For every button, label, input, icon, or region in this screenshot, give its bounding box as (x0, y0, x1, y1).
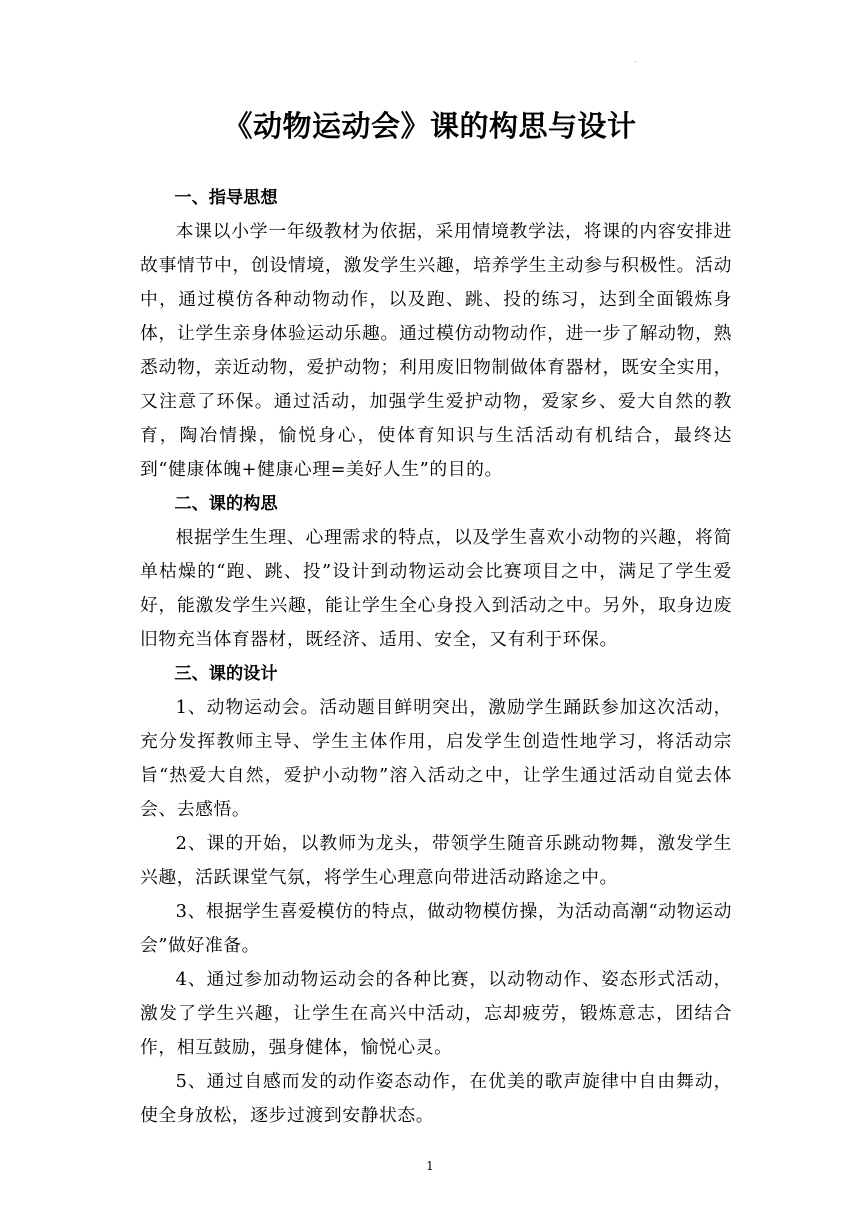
section-heading-lesson-design: 三、课的设计 (174, 664, 278, 684)
paragraph-lesson-concept: 根据学生生理、心理需求的特点，以及学生喜欢小动物的兴趣，将简单枯燥的“跑、跳、投”设计到动物运动会比赛项目之中，满足了学生爱好，能激发学生兴趣，能让学生全心身投入到活动之中。另外，取身边废旧物充当体育器材，既经济、适用、安全，又有利于环保。 (140, 527, 732, 650)
paragraph-design-item-5: 5、通过自感而发的动作姿态动作，在优美的歌声旋律中自由舞动，使全身放松，逐步过渡到安静状态。 (140, 1071, 732, 1126)
paragraph-design-item-4: 4、通过参加动物运动会的各种比赛，以动物动作、姿态形式活动，激发了学生兴趣，让学生在高兴中活动，忘却疲劳，锻炼意志，团结合作，相互鼓励，强身健体，愉悦心灵。 (140, 969, 732, 1058)
paragraph-design-item-1: 1、动物运动会。活动题目鲜明突出，激励学生踊跃参加这次活动，充分发挥教师主导、学生主体作用，启发学生创造性地学习，将活动宗旨“热爱大自然，爱护小动物”溶入活动之中，让学生通过活动自觉去体会、去感悟。 (140, 697, 732, 820)
page-number: 1 (426, 1159, 434, 1173)
section-heading-guiding-ideology: 一、指导思想 (174, 188, 278, 208)
page-title: 《动物运动会》课的构思与设计 (223, 109, 637, 143)
document-body (140, 181, 732, 1133)
paragraph-guiding-ideology: 本课以小学一年级教材为依据，采用情境教学法，将课的内容安排进故事情节中，创设情境，激发学生兴趣，培养学生主动参与积极性。活动中，通过模仿各种动物动作，以及跑、跳、投的练习，达到全面锻炼身体，让学生亲身体验运动乐趣。通过模仿动物动作，进一步了解动物，熟悉动物，亲近动物，爱护动物；利用废旧物制做体育器材，既安全实用，又注意了环保。通过活动，加强学生爱护动物，爱家乡、爱大自然的教育，陶冶情操，愉悦身心，使体育知识与生活活动有机结合，最终达到“健康体魄+健康心理=美好人生”的目的。 (140, 221, 732, 480)
section-heading-lesson-concept: 二、课的构思 (174, 494, 278, 514)
corner-mark: . (634, 55, 637, 64)
paragraph-design-item-3: 3、根据学生喜爱模仿的特点，做动物模仿操，为活动高潮“动物运动会”做好准备。 (140, 901, 732, 956)
paragraph-design-item-2: 2、课的开始，以教师为龙头，带领学生随音乐跳动物舞，激发学生兴趣，活跃课堂气氛，将学生心理意向带进活动路途之中。 (140, 833, 732, 888)
